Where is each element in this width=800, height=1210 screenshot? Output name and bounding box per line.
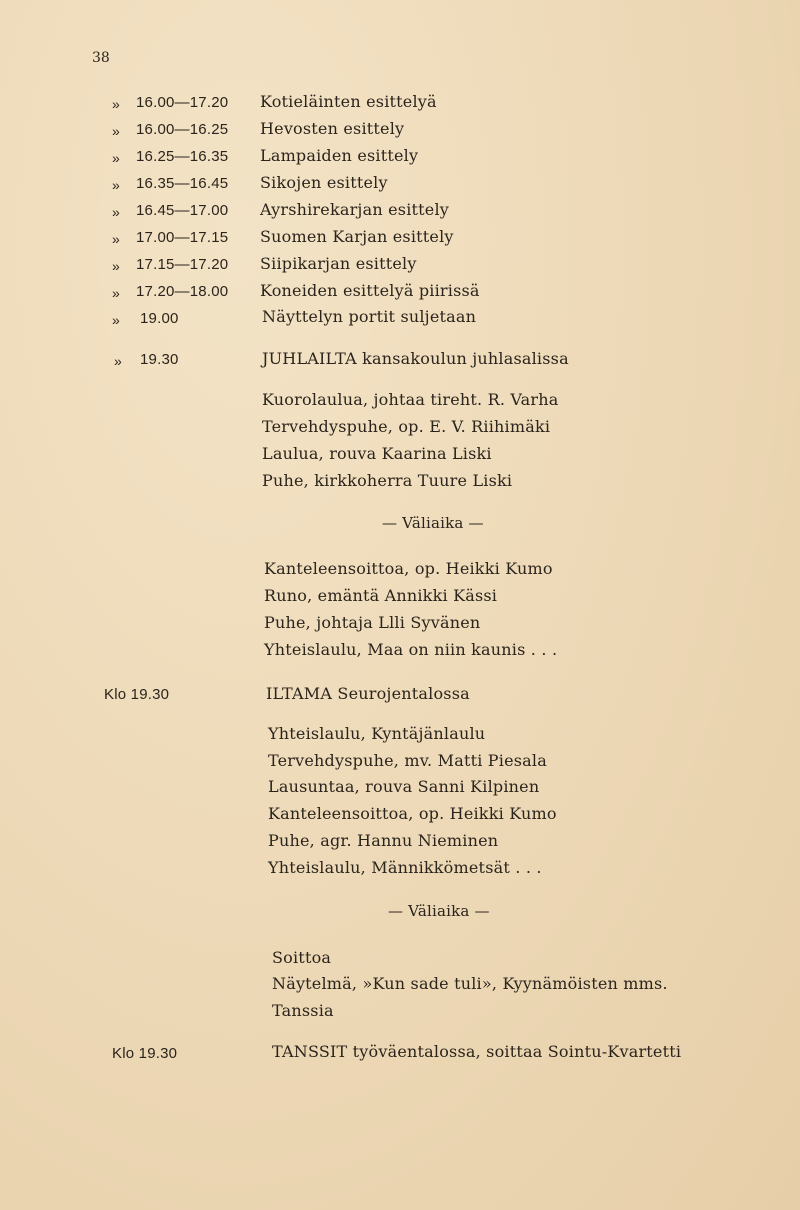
schedule-event: Siipikarjan esittely: [260, 254, 417, 273]
program-item: Näytelmä, »Kun sade tuli», Kyynämöisten mms.: [272, 974, 668, 993]
ditto-mark: »: [112, 285, 120, 301]
ditto-mark: »: [114, 353, 122, 369]
program-item: Laulua, rouva Kaarina Liski: [262, 444, 492, 463]
schedule-event: Kotieläinten esittelyä: [260, 92, 437, 111]
intermission-label: — Väliaika —: [388, 902, 490, 920]
schedule-event: Sikojen esittely: [260, 173, 388, 192]
program-item: Puhe, johtaja Llli Syvänen: [264, 613, 481, 632]
program-item: Yhteislaulu, Kyntäjänlaulu: [268, 724, 486, 743]
section-time: Klo 19.30: [112, 1045, 178, 1062]
ditto-mark: »: [112, 96, 120, 112]
section-heading: ILTAMA Seurojentalossa: [266, 684, 470, 703]
schedule-time: 16.00—16.25: [136, 121, 229, 138]
program-item: Kuorolaulua, johtaa tireht. R. Varha: [262, 390, 559, 409]
schedule-event: Hevosten esittely: [260, 119, 405, 138]
ditto-mark: »: [112, 204, 120, 220]
ditto-mark: »: [112, 312, 120, 328]
ditto-mark: »: [112, 150, 120, 166]
schedule-event: Ayrshirekarjan esittely: [260, 200, 449, 219]
schedule-event: Suomen Karjan esittely: [260, 227, 454, 246]
schedule-time: 16.00—17.20: [136, 94, 229, 111]
program-item: Puhe, agr. Hannu Nieminen: [268, 831, 499, 850]
schedule-time: 16.35—16.45: [136, 175, 229, 192]
program-item: Yhteislaulu, Maa on niin kaunis . . .: [264, 640, 558, 659]
section-time: Klo 19.30: [104, 686, 170, 703]
ditto-mark: »: [112, 177, 120, 193]
schedule-time: 16.25—16.35: [136, 148, 229, 165]
program-item: Tervehdyspuhe, op. E. V. Riihimäki: [262, 417, 551, 436]
schedule-time: 19.00: [140, 310, 179, 327]
program-item: Tanssia: [272, 1001, 334, 1020]
program-item: Kanteleensoittoa, op. Heikki Kumo: [268, 804, 557, 823]
program-item: Yhteislaulu, Männikkömetsät . . .: [268, 858, 542, 877]
section-heading: JUHLAILTA kansakoulun juhlasalissa: [262, 349, 569, 368]
section-time: 19.30: [140, 351, 179, 368]
program-item: Soittoa: [272, 948, 332, 967]
program-item: Kanteleensoittoa, op. Heikki Kumo: [264, 559, 553, 578]
section-heading: TANSSIT työväentalossa, soittaa Sointu-Kvartetti: [272, 1042, 682, 1061]
program-item: Lausuntaa, rouva Sanni Kilpinen: [268, 777, 540, 796]
ditto-mark: »: [112, 231, 120, 247]
intermission-label: — Väliaika —: [382, 514, 484, 532]
schedule-event: Koneiden esittelyä piirissä: [260, 281, 480, 300]
program-item: Runo, emäntä Annikki Kässi: [264, 586, 498, 605]
schedule-time: 16.45—17.00: [136, 202, 229, 219]
ditto-mark: »: [112, 258, 120, 274]
schedule-time: 17.00—17.15: [136, 229, 229, 246]
page-number: 38: [92, 50, 110, 66]
program-item: Puhe, kirkkoherra Tuure Liski: [262, 471, 513, 490]
schedule-time: 17.15—17.20: [136, 256, 229, 273]
ditto-mark: »: [112, 123, 120, 139]
schedule-event: Näyttelyn portit suljetaan: [262, 307, 477, 326]
program-item: Tervehdyspuhe, mv. Matti Piesala: [268, 751, 547, 770]
schedule-event: Lampaiden esittely: [260, 146, 419, 165]
schedule-time: 17.20—18.00: [136, 283, 229, 300]
